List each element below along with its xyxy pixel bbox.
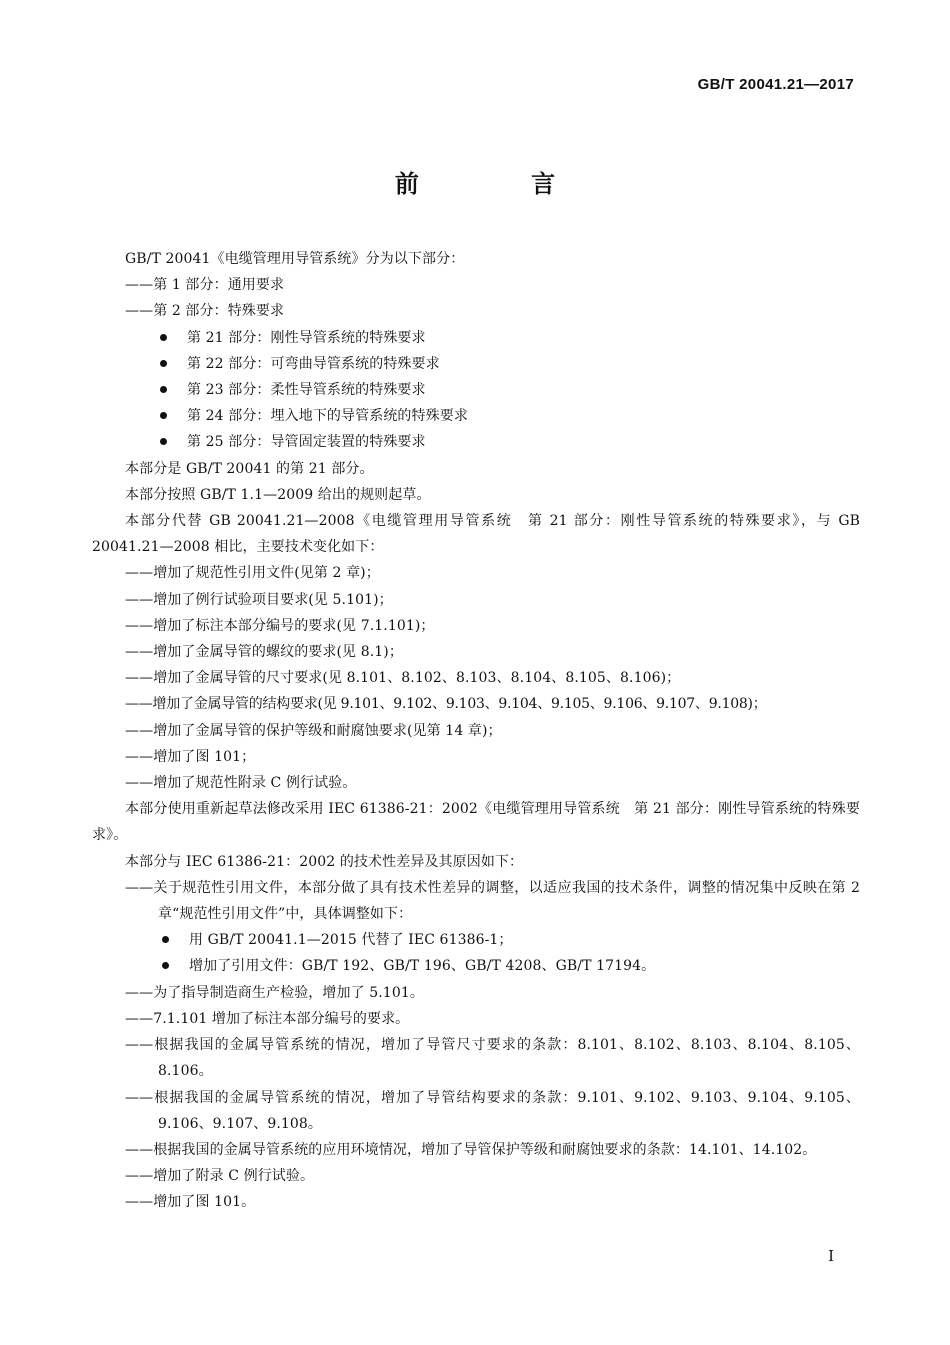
diff-ref-label: 增加了引用文件：GB/T 192、GB/T 196、GB/T 4208、GB/T 17194。 [189, 958, 656, 975]
difference-item: ——7.1.101 增加了标注本部分编号的要求。 [125, 1010, 410, 1027]
page-number: I [828, 1247, 834, 1265]
part-item: ——第 1 部分：通用要求 [125, 277, 285, 294]
sub-part-item [92, 403, 860, 429]
bullet-icon [160, 334, 167, 341]
difference-item: ——根据我国的金属导管系统的情况，增加了导管尺寸要求的条款：8.101、8.102、8.103、8.104、8.105、8.106。 [125, 1037, 860, 1080]
change-item: ——增加了金属导管的结构要求(见 9.101、9.102、9.103、9.104、9.105、9.106、9.107、9.108)； [125, 696, 767, 713]
diff-ref-item [92, 953, 860, 979]
bullet-icon [160, 360, 167, 367]
difference-item: ——根据我国的金属导管系统的情况，增加了导管结构要求的条款：9.101、9.102、9.103、9.104、9.105、9.106、9.107、9.108。 [125, 1089, 860, 1132]
intro-paragraph: GB/T 20041《电缆管理用导管系统》分为以下部分： [125, 251, 465, 267]
standard-code: GB/T 20041.21—2017 [697, 76, 854, 93]
drafting-paragraph: 本部分按照 GB/T 1.1—2009 给出的规则起草。 [125, 486, 431, 503]
difference-item: ——根据我国的金属导管系统的应用环境情况，增加了导管保护等级和耐腐蚀要求的条款：14.101、14.102。 [125, 1141, 817, 1158]
bullet-icon [160, 438, 167, 445]
change-item: ——增加了金属导管的尺寸要求(见 8.101、8.102、8.103、8.104、8.105、8.106)； [125, 670, 681, 687]
change-item: ——增加了金属导管的保护等级和耐腐蚀要求(见第 14 章)； [125, 722, 502, 739]
change-item: ——增加了图 101； [125, 748, 256, 765]
sub-part-item [92, 377, 860, 403]
difference-item: ——增加了图 101。 [125, 1194, 256, 1211]
bullet-icon [160, 386, 167, 393]
bullet-icon [162, 936, 169, 943]
sub-part-label: 第 22 部分：可弯曲导管系统的特殊要求 [187, 355, 440, 372]
bullet-icon [160, 412, 167, 419]
difference-item: ——为了指导制造商生产检验，增加了 5.101。 [125, 984, 424, 1001]
sub-part-item [92, 325, 860, 351]
replaces-paragraph: 本部分代替 GB 20041.21—2008《电缆管理用导管系统 第 21 部分：刚性导管系统的特殊要求》，与 GB 20041.21—2008 相比，主要技术变化如下： [92, 513, 860, 556]
diff-ref-label: 用 GB/T 20041.1—2015 代替了 IEC 61386-1； [189, 932, 513, 949]
change-item: ——增加了标注本部分编号的要求(见 7.1.101)； [125, 617, 435, 634]
sub-part-label: 第 25 部分：导管固定装置的特殊要求 [187, 434, 426, 451]
foreword-content [92, 246, 860, 1216]
sub-part-item [92, 429, 860, 455]
sub-part-label: 第 23 部分：柔性导管系统的特殊要求 [187, 382, 426, 399]
part-item: ——第 2 部分：特殊要求 [125, 303, 285, 320]
adoption-paragraph: 本部分使用重新起草法修改采用 IEC 61386-21：2002《电缆管理用导管系统 第 21 部分：刚性导管系统的特殊要求》。 [92, 801, 860, 844]
bullet-icon [162, 962, 169, 969]
difference-item: ——关于规范性引用文件，本部分做了具有技术性差异的调整，以适应我国的技术条件，调整的情况集中反映在第 2 章“规范性引用文件”中，具体调整如下： [125, 879, 860, 923]
change-item: ——增加了规范性附录 C 例行试验。 [125, 775, 357, 792]
diff-ref-item [92, 927, 860, 953]
differences-intro-paragraph: 本部分与 IEC 61386-21：2002 的技术性差异及其原因如下： [125, 853, 524, 870]
page-title: 前 言 [394, 170, 608, 198]
sub-part-label: 第 21 部分：刚性导管系统的特殊要求 [187, 329, 426, 346]
sub-part-label: 第 24 部分：埋入地下的导管系统的特殊要求 [187, 408, 468, 425]
change-item: ——增加了规范性引用文件(见第 2 章)； [125, 565, 380, 582]
sub-part-item [92, 351, 860, 377]
difference-item: ——增加了附录 C 例行试验。 [125, 1168, 315, 1185]
change-item: ——增加了例行试验项目要求(见 5.101)； [125, 591, 393, 608]
this-part-paragraph: 本部分是 GB/T 20041 的第 21 部分。 [125, 460, 374, 477]
change-item: ——增加了金属导管的螺纹的要求(见 8.1)； [125, 644, 403, 661]
